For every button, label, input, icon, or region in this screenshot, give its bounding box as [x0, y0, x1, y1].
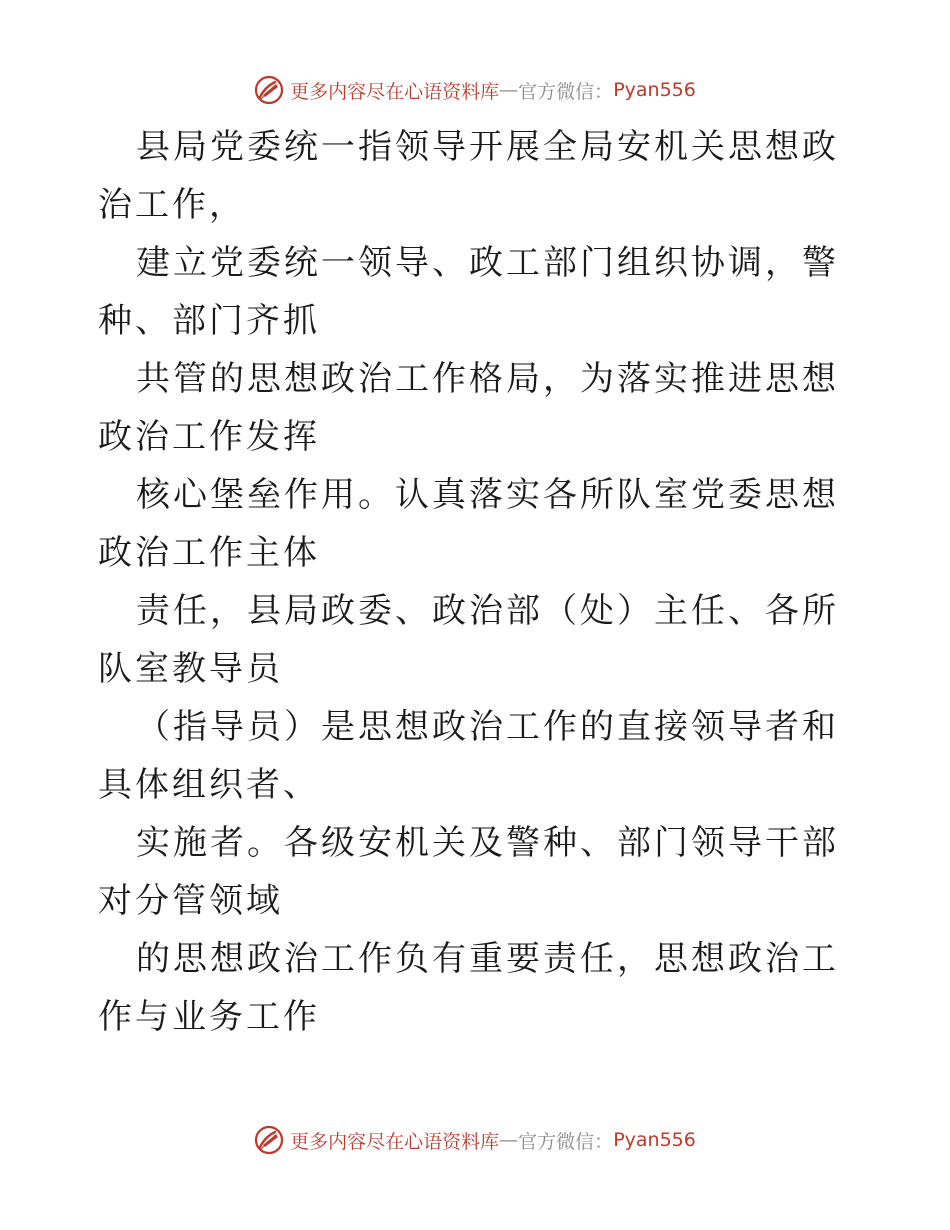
banner-title: 更多内容尽在心语资料库 [290, 80, 500, 103]
banner-suffix: 官方微信： [518, 1130, 614, 1153]
paragraph: 责任，县局政委、政治部（处）主任、各所队室教导员 [98, 591, 839, 689]
red-pen-logo-icon [254, 75, 284, 105]
banner-wechat-id: Pyan556 [613, 1129, 696, 1151]
red-pen-logo-icon [254, 1125, 284, 1155]
banner-separator: — [499, 79, 519, 101]
footer-banner [0, 1120, 950, 1160]
paragraph: 建立党委统一领导、政工部门组织协调，警种、部门齐抓 [98, 243, 839, 341]
paragraph: 核心堡垒作用。认真落实各所队室党委思想政治工作主体 [98, 475, 839, 573]
banner-separator: — [499, 1129, 519, 1151]
document-body [98, 118, 858, 1046]
header-banner [0, 70, 950, 110]
paragraph: 的思想政治工作负有重要责任，思想政治工作与业务工作 [98, 939, 839, 1037]
paragraph: （指导员）是思想政治工作的直接领导者和具体组织者、 [98, 707, 839, 805]
banner-wechat-id: Pyan556 [613, 79, 696, 101]
banner-suffix: 官方微信： [518, 80, 614, 103]
paragraph: 实施者。各级安机关及警种、部门领导干部对分管领域 [98, 823, 839, 921]
paragraph: 共管的思想政治工作格局，为落实推进思想政治工作发挥 [98, 359, 839, 457]
banner-title: 更多内容尽在心语资料库 [290, 1130, 500, 1153]
paragraph: 县局党委统一指领导开展全局安机关思想政治工作， [98, 127, 839, 225]
